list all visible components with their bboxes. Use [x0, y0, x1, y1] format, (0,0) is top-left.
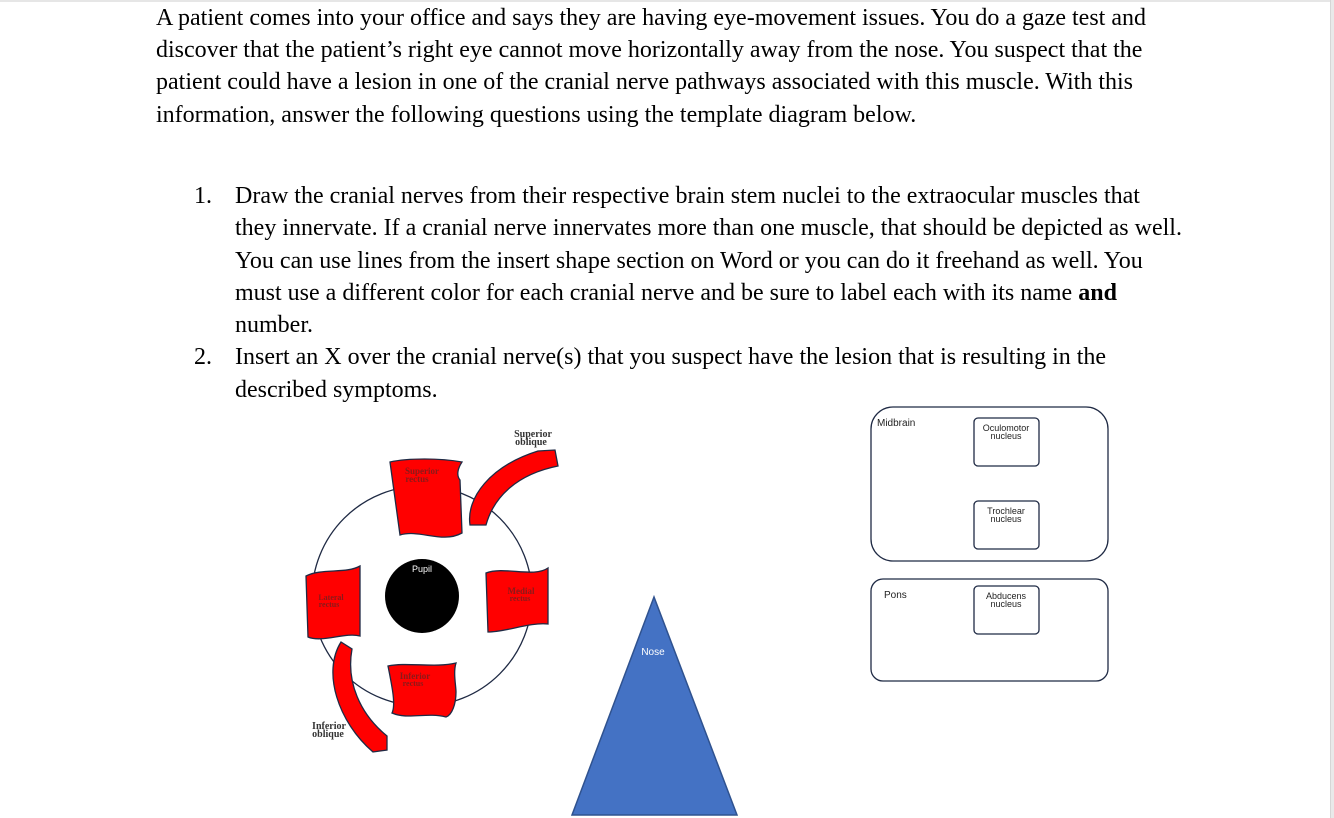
question-1-bold-word: and [1078, 279, 1117, 306]
inferior-rectus-label-2: rectus [402, 679, 424, 688]
superior-oblique-label-1: Superior [514, 429, 552, 440]
question-1-text: Draw the cranial nerves from their respective brain stem nuclei to the extraocular muscles that they innervate. If a cranial nerve innervates more than one muscle, that should be depicted as well. You can use lines from the insert shape section on Word or you can do it freehand as well. You must use a different color for each cranial nerve and be sure to label each with its name [235, 183, 1182, 306]
inferior-rectus-label-1: Inferior [399, 671, 431, 681]
oculomotor-label-1: Oculomotor [982, 423, 1030, 433]
nose-triangle [572, 597, 737, 815]
nose-label: Nose [641, 647, 665, 658]
question-1-number: 1. [194, 183, 212, 209]
oculomotor-label-2: nucleus [990, 431, 1022, 441]
question-1-text-end: number. [235, 312, 313, 339]
trochlear-label-1: Trochlear [987, 506, 1025, 516]
lateral-rectus-label-2: rectus [318, 600, 340, 609]
lateral-rectus-label-1: Lateral [318, 593, 344, 602]
inferior-oblique-label-1: Inferior [312, 721, 346, 732]
medial-rectus-label-1: Medial [507, 586, 535, 596]
superior-oblique-muscle[interactable] [470, 450, 558, 525]
question-2-number: 2. [194, 344, 212, 371]
abducens-label-2: nucleus [990, 599, 1022, 609]
trochlear-label-2: nucleus [990, 514, 1022, 524]
medial-rectus-label-2: rectus [509, 594, 531, 603]
superior-rectus-label-1: Superior [404, 466, 440, 476]
pons-label: Pons [884, 590, 907, 601]
intro-paragraph: A patient comes into your office and says they are having eye-movement issues. You do a gaze test and discover that the patient’s right eye cannot move horizontally away from the nose. You suspect that the patient could have a lesion in one of the cranial nerve pathways associated with this muscle. With this information, answer the following questions using the template diagram below. [156, 5, 1146, 128]
superior-rectus-label-2: rectus [405, 474, 429, 484]
pupil-label: Pupil [411, 564, 433, 574]
midbrain-label: Midbrain [877, 418, 916, 429]
abducens-label-1: Abducens [985, 591, 1027, 601]
superior-oblique-label-2: oblique [515, 437, 547, 448]
question-2-text: Insert an X over the cranial nerve(s) that you suspect have the lesion that is resulting in the described symptoms. [235, 344, 1107, 403]
inferior-oblique-label-2: oblique [312, 729, 344, 740]
